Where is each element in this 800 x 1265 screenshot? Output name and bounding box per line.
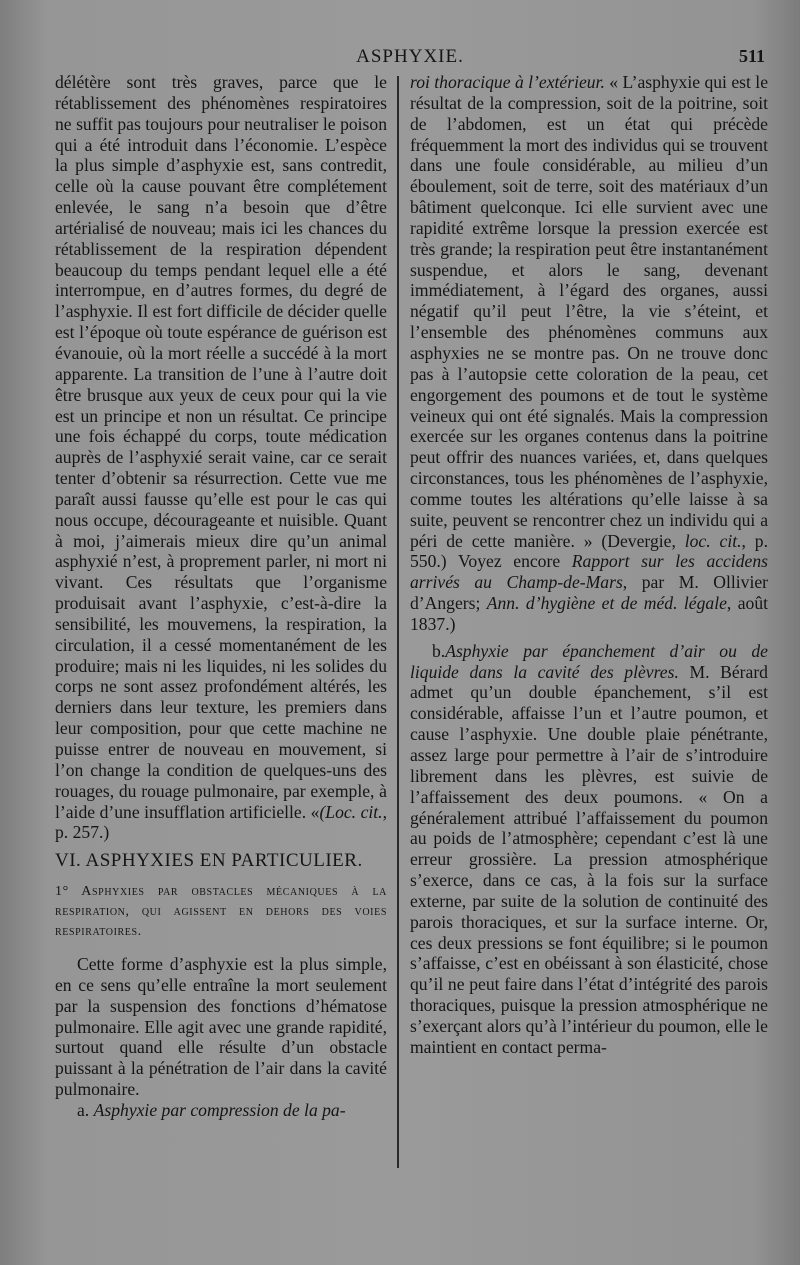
citation-page: , p. 257.) [55,801,387,843]
paragraph-text: « L’asphyxie qui est le résultat de la compression, soit de la poitrine, soit de l’abdomen, est un état qui précède fréquemment la mort des individus qui se trouvent dans une foule considérable, au milieu d’un éboulement, soit de terre, soit des matériaux d’un bâtiment quelconque. Ici elle survient avec une rapidité extrême lorsque la pression exercée est très grande; la respiration peut être instantanément suspendue, et alors le sang, devenant immédiatement, à l’égard des organes, aussi négatif qu’il peut l’être, la vie s’éteint, et l’ensemble des phénomènes communs aux asphyxies ne se montre pas. On ne trouve donc pas à l’autopsie cette coloration de la peau, cet engorgement des poumons et de tout le système veineux qui ont été signalés. Mais la compression exercée sur les organes contenus dans la poitrine peut offrir des nuances variées, et, dans quelques circonstances, tous les phénomènes de l’asphyxie, comme toutes les altérations qu’elle laisse à sa suite, peuvent se rencontrer chez un individu qui a péri de cette manière. » (Devergie, [410,72,768,551]
paragraph-pleural-effusion [410,641,768,1058]
item-marker-a: a. [77,1099,90,1120]
paragraph-asphyxia-recovery [55,72,387,843]
right-column [410,72,768,1058]
left-column [55,72,387,1121]
paragraph-compression [410,72,768,635]
citation-rapport: Rapport sur les accidens arrivés au Champ-de-Mars [410,551,768,593]
page-number: 511 [738,46,765,66]
section-title: VI. ASPHYXIES EN PARTICULIER. [55,850,363,872]
page-header [55,46,765,70]
citation-page: , p. 550.) Voyez encore [410,530,768,572]
paragraph-text: M. Bérard admet qu’un double épanchement, s’il est considérable, affaisse l’un et l’autre poumon, et cause l’asphyxie. Une double plaie pénétrante, assez large pour permettre à l’air de s’introduire librement dans les plèvres, est suivie de l’affaissement des deux poumons. « On a généralement attribué l’affaissement du poumon au poids de l’atmosphère; cependant c’est là une erreur grossière. La pression atmosphérique s’exerce, dans ce cas, à la fois sur la surface externe, par suite de la solution de continuité des parois thoraciques, et sur la surface interne. Or, ces deux pressions se font équilibre; si le poumon s’affaisse, c’est en obéissant à son élasticité, chose qu’il ne peut faire dans l’état d’intégrité des parois thoraciques, puisque la pression atmosphérique ne s’exerçant alors qu’à l’intérieur du poumon, elle le maintient en contact perma- [410,661,768,1057]
item-marker-b: b. [432,640,446,661]
citation-author: , par M. Ollivier d’Angers; [410,572,768,614]
paragraph-simple-form: Cette forme d’asphyxie est la plus simple, en ce sens qu’elle entraîne la mort seulement par la suspension des fonctions d’hématose pulmonaire. Elle agit avec une grande rapidité, surtout quand elle résulte d’un obstacle puissant à la pénétration de l’air dans la cavité pulmonaire. [55,954,387,1100]
item-title-a-continued: roi thoracique à l’extérieur. [410,72,605,92]
citation-loc-cit: loc. cit. [684,530,742,551]
column-divider [397,76,399,1168]
citation-loc-cit: (Loc. cit. [319,801,383,822]
subsection-title: 1° Asphyxies par obstacles mécaniques à la respiration, qui agissent en dehors des voies respiratoires. [55,884,387,940]
citation-annales: Ann. d’hygiène et de méd. légale [486,593,727,614]
running-title: ASPHYXIE. [356,46,464,67]
item-title-b: Asphyxie par épanchement d’air ou de liquide dans la cavité des plèvres. [410,640,768,682]
paragraph-compression-start [55,1100,387,1121]
citation-date: , août 1837.) [410,593,769,634]
item-title-a: Asphyxie par compression de la pa- [93,1099,346,1120]
paragraph-text: délétère sont très graves, parce que le rétablissement des phénomènes respiratoires ne suffit pas toujours pour neutraliser le poison qui a été introduit dans l’économie. L’espèce la plus simple d’asphyxie est, sans contredit, celle où la cause pouvant être complétement enlevée, le sang n’a besoin que d’être artérialisé de nouveau; mais ici les chances du rétablissement de la respiration dépendent beaucoup du temps pendant lequel elle a été interrompue, en d’autres formes, du degré de l’asphyxie. Il est fort difficile de décider quelle est l’époque où toute espérance de guérison est évanouie, où la mort réelle a succédé à la mort apparente. La transition de l’une à l’autre doit être brusque aux yeux de ceux pour qui la vie est un principe et non un résultat. Ce principe une fois échappé du corps, toute médication auprès de l’asphyxié serait vaine, car ce serait tenter d’obtenir sa résurrection. Cette vue me paraît aussi fausse qu’elle est pour le cas qui nous occupe, décourageante et nuisible. Quant à moi, j’aimerais mieux dire qu’un animal asphyxié n’est, à proprement parler, ni mort ni vivant. Ces résultats que l’organisme produisait avant l’asphyxie, c’est-à-dire la sensibilité, les mouvemens, la respiration, la circulation, il a cessé momentanément de les produire; mais ni les liquides, ni les solides du corps ne sont assez profondément altérés, les derniers dans leur texture, les premiers dans leur composition, pour que cette machine ne puisse entrer de nouveau en mouvement, si l’on change la condition de quelques-uns des rouages, du rouage pulmonaire, par exemple, à l’aide d’une insufflation artificielle. « [55,72,387,822]
